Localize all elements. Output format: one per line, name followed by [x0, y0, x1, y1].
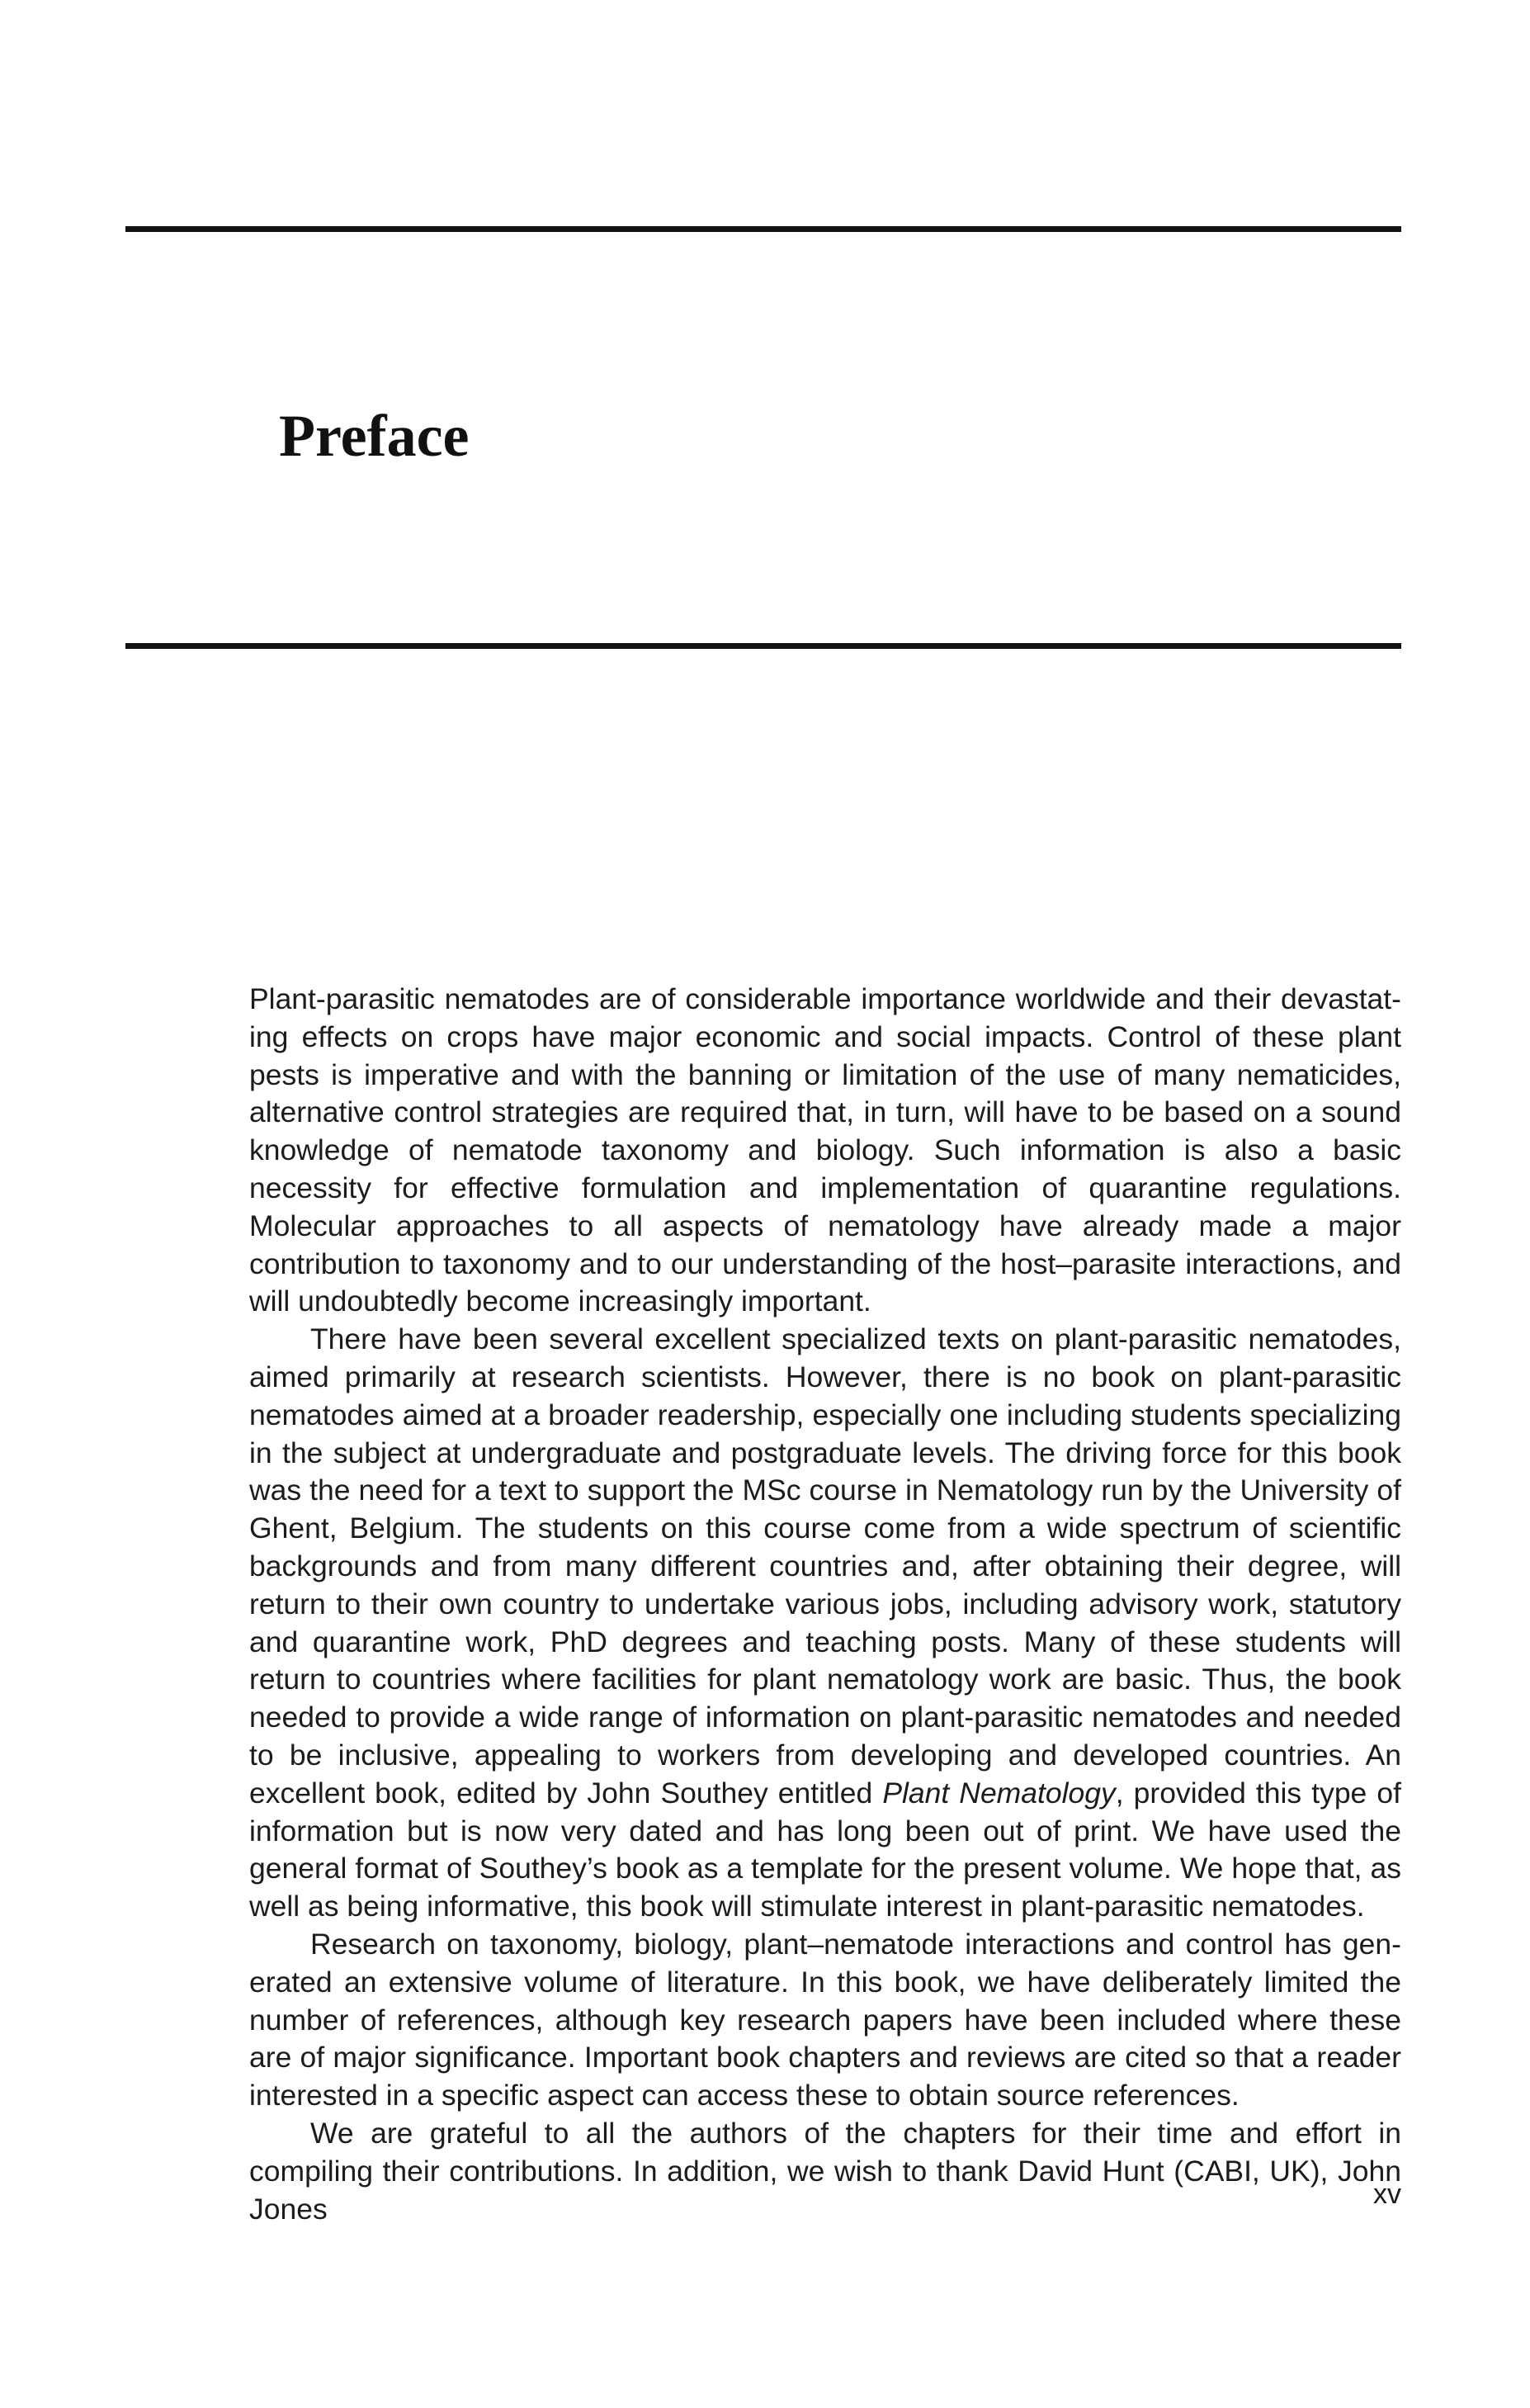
header-rule-top: [125, 226, 1401, 232]
paragraph-1: Plant-parasitic nematodes are of considerable importance worldwide and their devastating effects on crops have major economic and social impacts. Control of these plant pests is imperative and with the banning or limitation of the use of many nematicides, alternative control strategies are required that, in turn, will have to be based on a sound knowledge of nematode taxonomy and biology. Such information is also a basic necessity for effective formulation and implementation of quarantine regulations. Molecular approaches to all aspects of nematology have already made a major contribution to taxonomy and to our understanding of the host–parasite interactions, and will undoubtedly become increasingly important.: [249, 982, 1401, 1318]
paragraph-2-text-a: There have been several excellent specialized texts on plant-parasitic nematodes, aimed primarily at research scientists. However, there is no book on plant-parasitic nematodes aimed at a broader readership, especially one including students specializing in the subject at undergraduate and postgraduate levels. The driving force for this book was the need for a text to support the MSc course in Nematology run by the University of Ghent, Belgium. The students on this course come from a wide spectrum of scientific backgrounds and from many different countries and, after obtaining their degree, will return to their own country to undertake various jobs, including advisory work, statutory and quarantine work, PhD degrees and teaching posts. Many of these students will return to countries where facilities for plant nematology work are basic. Thus, the book needed to provide a wide range of information on plant-parasitic nematodes and needed to be inclusive, appealing to workers from developing and developed countries. An excellent book, edited by John Southey entitled: [249, 1322, 1401, 1810]
paragraph-3: Research on taxonomy, biology, plant–nematode interactions and control has generated an extensive volume of literature. In this book, we have deliberately limited the number of references, although key research papers have been included where these are of major significance. Important book chapters and reviews are cited so that a reader interested in a specific aspect can access these to obtain source references.: [249, 1927, 1401, 2112]
paragraph-2-text-b: , provided this type of information but is now very dated and has long been out of print. We have used the general format of Southey’s book as a template for the present volume. We hope that, as well as being informative, this book will stimulate interest in plant-parasitic nematodes.: [249, 1776, 1401, 1923]
header-rule-bottom: [125, 643, 1401, 649]
chapter-title: Preface: [279, 403, 470, 469]
book-title-plant-nematology: Plant Nematology: [882, 1776, 1116, 1810]
preface-body: [249, 981, 1401, 2228]
paragraph-2: [249, 1321, 1401, 1926]
paragraph-4: We are grateful to all the authors of the chapters for their time and effort in compiling their contributions. In addition, we wish to thank David Hunt (CABI, UK), John Jones: [249, 2116, 1401, 2226]
page-number: xv: [1373, 2179, 1401, 2210]
